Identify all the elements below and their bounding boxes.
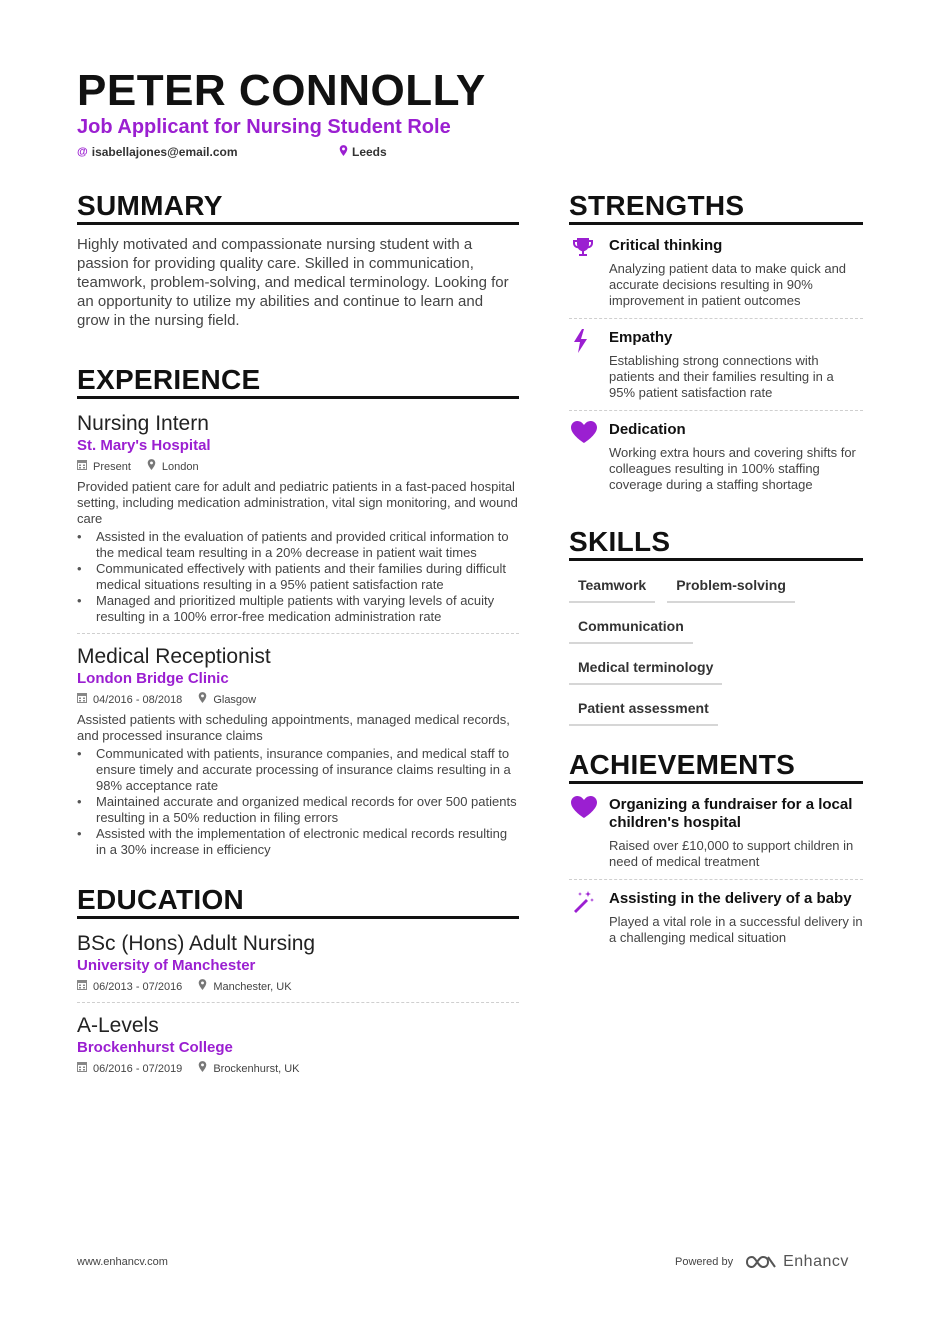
strength-title: Critical thinking [609,237,723,254]
section-title-skills: SKILLS [569,526,863,561]
entry-location-wrap [198,692,256,707]
contact-email[interactable] [77,145,238,159]
magic-wand-icon [569,890,609,946]
entry-title: BSc (Hons) Adult Nursing [77,932,316,955]
entry-location-wrap [198,1061,299,1076]
strength-body [609,421,863,493]
skill-row [569,614,863,644]
calendar-icon [77,692,87,707]
skills-section [569,526,863,726]
location-pin-icon [198,1061,207,1076]
trophy-icon [569,237,609,309]
strength-body [609,237,863,309]
enhancv-logo[interactable] [745,1253,849,1271]
entry-description: Assisted patients with scheduling appointments, managed medical records, and processed insurance claims [77,712,510,743]
achievement-item [569,796,863,880]
entry-date: Present [93,460,131,473]
entry-organization: Brockenhurst College [77,1039,233,1056]
entry-location: Brockenhurst, UK [213,1062,300,1075]
entry-organization: St. Mary's Hospital [77,437,211,454]
strength-text: Establishing strong connections with patients and their families resulting in a 95% patient satisfaction rate [609,353,834,400]
bullet-item: • Maintained accurate and organized medical records for over 500 patients resulting in a 50% reduction in filing errors [77,794,519,826]
skill-tag: Patient assessment [569,696,718,726]
summary-text: Highly motivated and compassionate nursing student with a passion for providing quality care. Skilled in communication, teamwork, problem-solving, and medical terminology. Looking for an opportunity to utilize my abilities and continue to learn and grow in the nursing field. [77,236,509,329]
email-text: isabellajones@email.com [91,145,238,159]
enhancv-logo-icon [745,1254,777,1270]
entry-date: 06/2013 - 07/2016 [93,980,183,993]
bullet-item: • Assisted in the evaluation of patients and provided critical information to the medical team resulting in a 20% decrease in patient wait times [77,529,519,561]
entry-meta [77,1061,519,1076]
strength-item [569,237,863,319]
strength-item [569,329,863,411]
footer-powered-by [675,1253,849,1271]
summary-section [77,190,519,330]
skill-tag: Teamwork [569,573,655,603]
section-title-summary: SUMMARY [77,190,519,225]
entry-title: Medical Receptionist [77,645,271,668]
heart-icon [569,796,609,870]
entry-title: A-Levels [77,1014,159,1037]
strength-text: Working extra hours and covering shifts for colleagues resulting in 100% staffing coverage during a staffing shortage [609,445,856,492]
achievement-item [569,890,863,946]
calendar-icon [77,979,87,994]
skill-row [569,655,863,685]
strength-body [609,329,863,401]
brand-name: Enhancv [783,1253,849,1270]
bullet-item: • Communicated effectively with patients and their families during difficult medical situations resulting in a 95% patient satisfaction rate [77,561,519,593]
strength-text: Analyzing patient data to make quick and accurate decisions resulting in 90% improvement in patient outcomes [609,261,847,308]
education-section [77,884,519,1076]
achievement-body [609,796,863,870]
left-column [77,190,519,1076]
entry-organization: University of Manchester [77,957,256,974]
experience-entry [77,411,519,634]
skill-row [569,573,863,603]
candidate-role: Job Applicant for Nursing Student Role [77,116,451,138]
entry-date: 04/2016 - 08/2018 [93,693,183,706]
section-title-education: EDUCATION [77,884,519,919]
experience-entry [77,644,519,858]
powered-by-label: Powered by [675,1256,734,1268]
entry-meta [77,459,519,474]
skill-row [569,696,863,726]
strength-title: Dedication [609,421,686,438]
location-text: Leeds [352,145,387,159]
location-pin-icon [198,692,207,707]
contact-location [339,145,387,159]
location-pin-icon [339,145,348,159]
entry-organization: London Bridge Clinic [77,670,229,687]
entry-location-wrap [198,979,291,994]
skill-tag: Communication [569,614,693,644]
location-pin-icon [147,459,156,474]
skill-tag: Medical terminology [569,655,722,685]
skills-list [569,573,863,726]
skill-tag: Problem-solving [667,573,795,603]
entry-date: 06/2016 - 07/2019 [93,1062,183,1075]
heart-icon [569,421,609,493]
location-pin-icon [198,979,207,994]
right-column [569,190,863,946]
achievement-title: Organizing a fundraiser for a local children's hospital [609,796,853,831]
footer-website[interactable]: www.enhancv.com [77,1256,168,1268]
candidate-name: PETER CONNOLLY [77,66,486,115]
achievement-title: Assisting in the delivery of a baby [609,890,852,907]
entry-description: Provided patient care for adult and pediatric patients in a fast-paced hospital setting, including medication administration, vital sign monitoring, and wound care [77,479,518,526]
education-entry [77,931,519,1003]
entry-location: London [161,460,199,473]
experience-section [77,364,519,858]
entry-location: Glasgow [213,693,257,706]
lightning-icon [569,329,609,401]
bullet-item: • Managed and prioritized multiple patients with varying levels of acuity resulting in a 100% error-free medication administration rate [77,593,519,625]
entry-location: Manchester, UK [213,980,292,993]
achievement-text: Raised over £10,000 to support children in need of medical treatment [609,838,854,869]
entry-meta [77,692,519,707]
calendar-icon [77,459,87,474]
section-title-achievements: ACHIEVEMENTS [569,749,863,784]
section-title-experience: EXPERIENCE [77,364,519,399]
strength-title: Empathy [609,329,673,346]
achievement-body [609,890,863,946]
strength-item [569,421,863,493]
entry-meta [77,979,519,994]
section-title-strengths: STRENGTHS [569,190,863,225]
achievement-text: Played a vital role in a successful delivery in a challenging medical situation [609,914,863,945]
at-icon: @ [77,146,88,158]
education-entry [77,1013,519,1076]
bullet-item: • Communicated with patients, insurance companies, and medical staff to ensure timely and accurate processing of insurance claims resulting in a 98% acceptance rate [77,746,519,794]
achievements-section [569,749,863,946]
entry-bullets [77,529,519,625]
bullet-item: • Assisted with the implementation of electronic medical records resulting in a 30% increase in efficiency [77,826,519,858]
calendar-icon [77,1061,87,1076]
entry-bullets [77,746,519,858]
entry-title: Nursing Intern [77,412,209,435]
entry-location-wrap [147,459,199,474]
strengths-section [569,190,863,493]
